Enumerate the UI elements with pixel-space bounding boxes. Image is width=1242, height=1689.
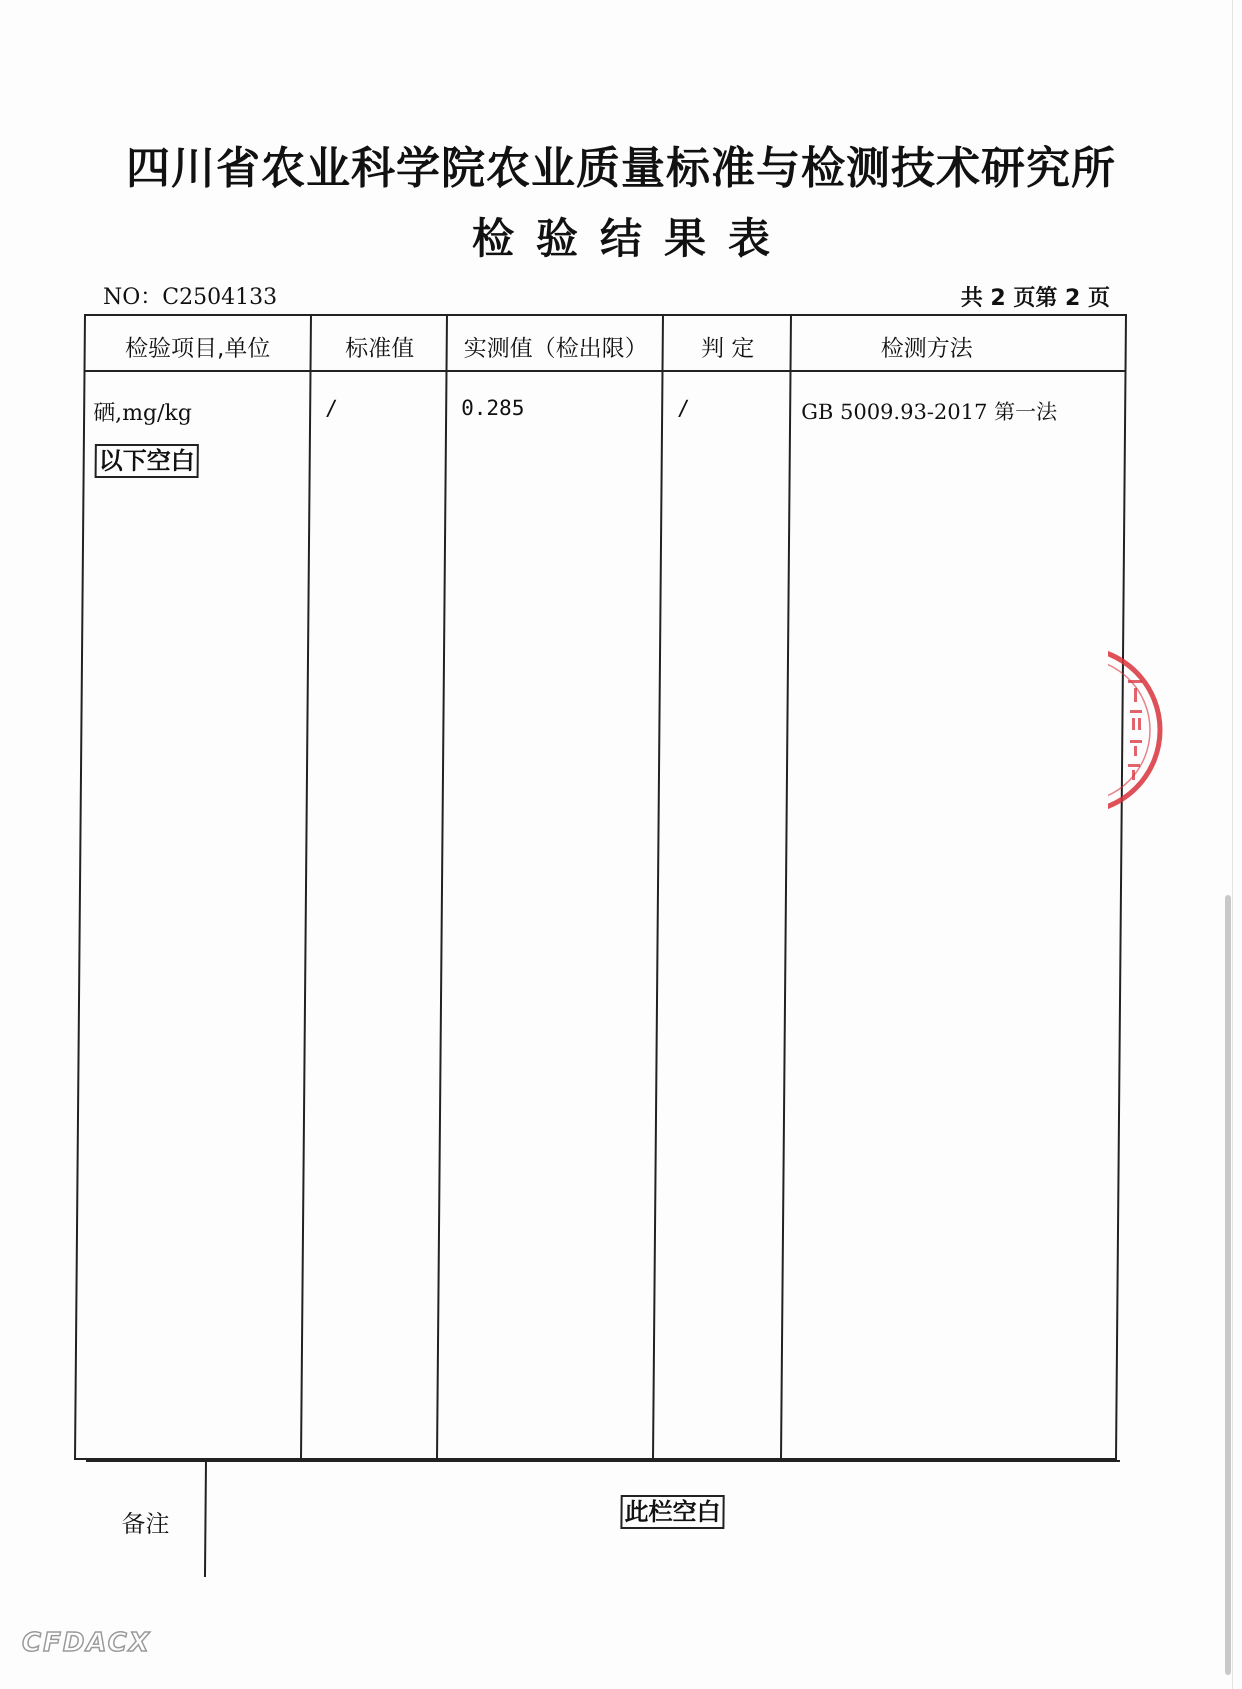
page-count: 共 2 页第 2 页: [960, 286, 1110, 311]
results-table: [74, 314, 1127, 1538]
column-header-measured: 实测值（检出限）: [463, 336, 648, 362]
blank-below-stamp: 以下空白: [95, 444, 199, 478]
cell-method: GB 5009.93-2017 第一法: [801, 400, 1058, 424]
column-divider: [436, 316, 448, 1460]
column-divider: [300, 316, 312, 1460]
remarks-blank-stamp: 此栏空白: [620, 1495, 724, 1529]
column-divider: [652, 316, 664, 1460]
column-divider: [780, 316, 792, 1460]
report-title: 检验结果表: [471, 214, 792, 263]
cell-judgment: /: [677, 396, 690, 420]
report-number: NO：C2504133: [103, 285, 278, 310]
column-header-item: 检验项目,单位: [124, 336, 271, 362]
remarks-label: 备注: [121, 1510, 170, 1538]
cell-measured: 0.285: [461, 396, 525, 420]
column-header-standard: 标准值: [345, 336, 415, 362]
column-header-judgment: 判 定: [700, 336, 755, 362]
table-header-row: [85, 316, 1124, 372]
remark-divider: [204, 1462, 207, 1577]
cell-item: 硒,mg/kg: [93, 401, 193, 426]
column-header-method: 检测方法: [880, 336, 973, 362]
cell-standard: /: [325, 396, 338, 420]
watermark: CFDACX: [22, 1628, 151, 1658]
institute-title: 四川省农业科学院农业质量标准与检测技术研究所: [126, 143, 1116, 194]
scrollbar-thumb[interactable]: [1225, 895, 1231, 1675]
remarks-section: [85, 1460, 1120, 1577]
seal-icon: [1108, 640, 1178, 820]
official-seal: [1108, 640, 1178, 820]
